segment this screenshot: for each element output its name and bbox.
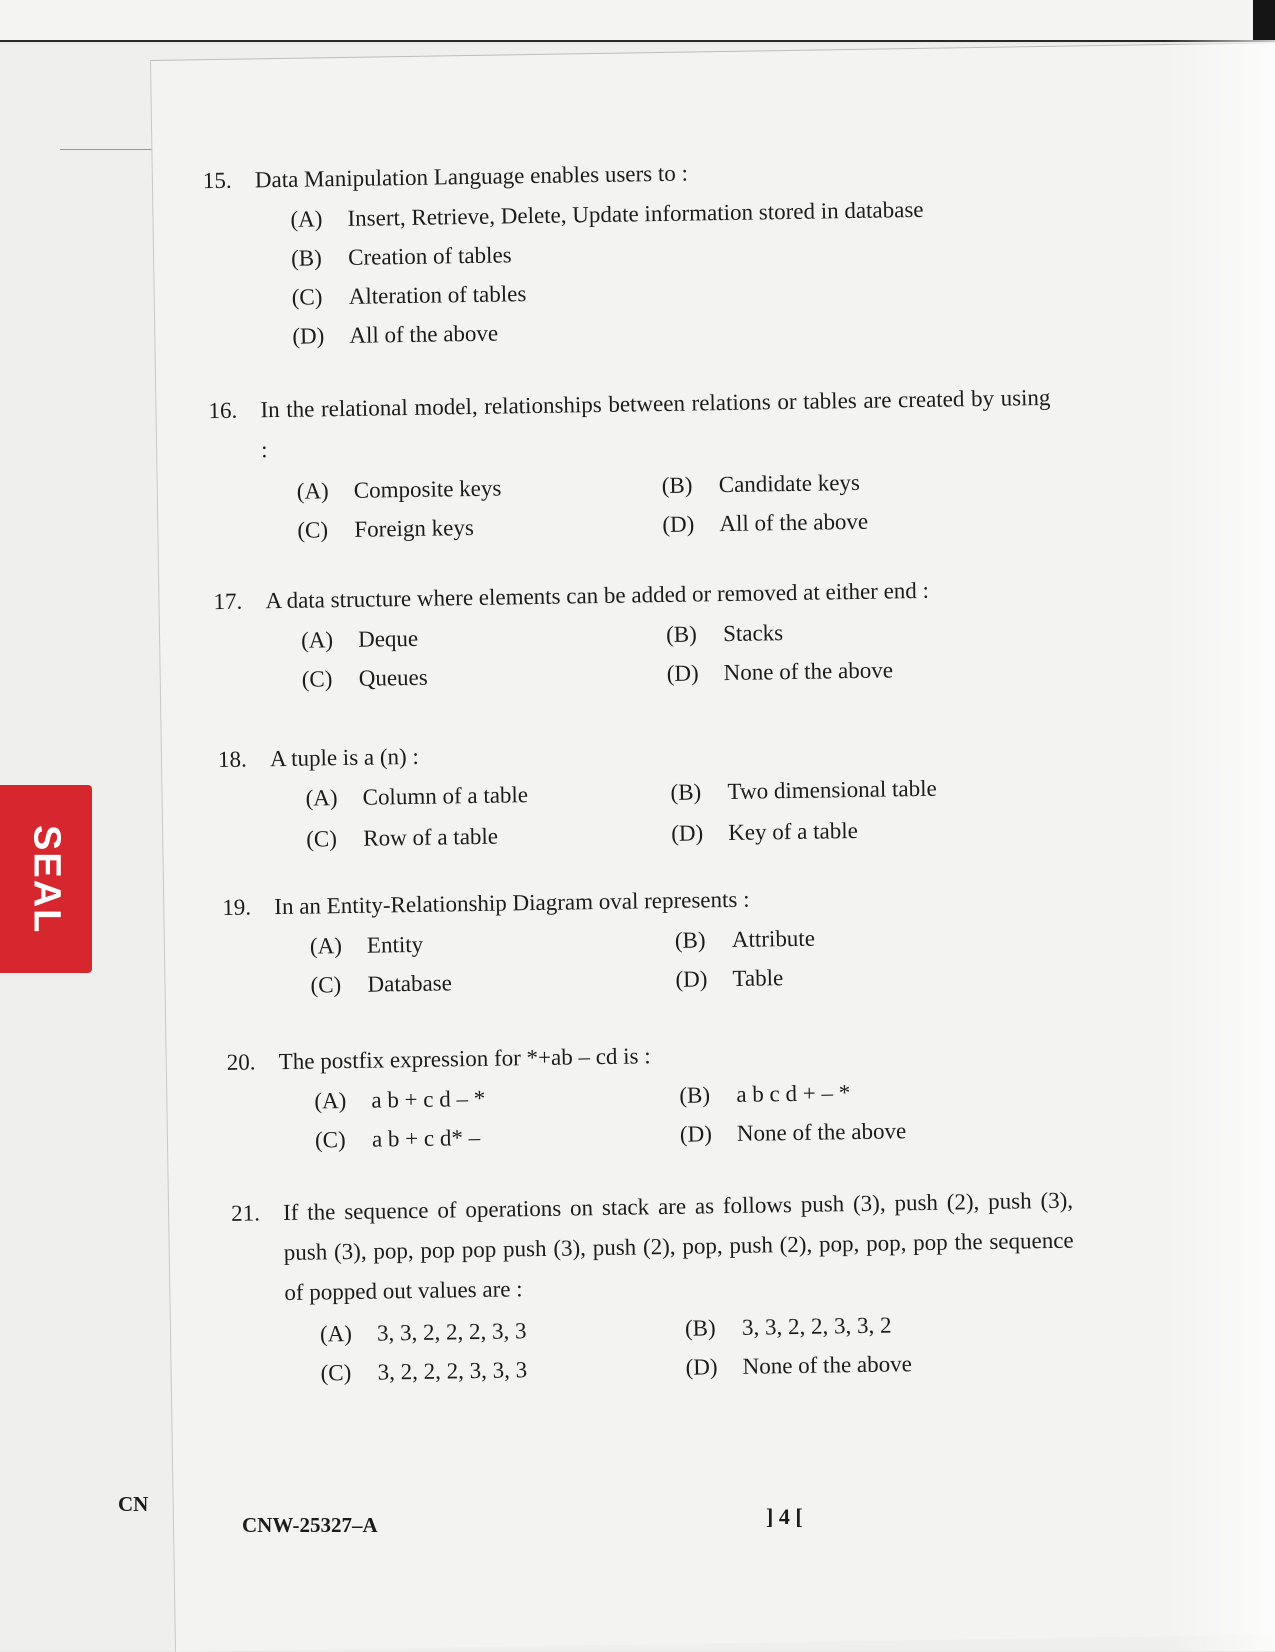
option-d: (D) Table xyxy=(675,965,784,992)
option-a: (A) Deque xyxy=(300,625,419,653)
question-text: The postfix expression for *+ab – cd is : xyxy=(278,1043,651,1075)
question-number: 17. xyxy=(213,588,243,615)
option-d: (D) Key of a table xyxy=(671,817,859,846)
option-b: (B) Creation of tables xyxy=(290,242,512,271)
paper-code: CNW-25327–A xyxy=(242,1513,378,1537)
option-a: (A) Column of a table xyxy=(305,782,529,811)
option-c: (C) Alteration of tables xyxy=(291,281,527,310)
question-text: In an Entity-Relationship Diagram oval represents : xyxy=(274,886,750,920)
question-text: A tuple is a (n) : xyxy=(269,743,420,772)
option-c: (C) Foreign keys xyxy=(297,514,475,543)
top-edge xyxy=(0,0,1275,42)
option-d: (D) None of the above xyxy=(679,1118,907,1147)
option-c: (C) a b + c d* – xyxy=(314,1124,481,1153)
back-sheet-line xyxy=(60,149,155,150)
question-number: 15. xyxy=(202,167,232,194)
page-shadow xyxy=(1165,40,1275,1651)
option-d: (D) All of the above xyxy=(292,320,499,349)
question-number: 20. xyxy=(226,1049,256,1075)
option-a: (A) 3, 3, 2, 2, 2, 3, 3 xyxy=(319,1318,527,1347)
question-text: If the sequence of operations on stack are as follows push (3), push (2), push (3), push (3), pop, pop pop push (3), push (2), pop, push (2), pop, pop, pop the sequence of popped out values are : xyxy=(282,1187,1074,1306)
question-page xyxy=(150,42,1275,1651)
page-number: ] 4 [ xyxy=(766,1504,803,1529)
question-number: 19. xyxy=(222,894,252,920)
option-b: (B) Stacks xyxy=(665,620,784,647)
option-b: (B) Attribute xyxy=(674,925,816,953)
option-b: (B) a b c d + – * xyxy=(679,1080,851,1108)
option-d: (D) None of the above xyxy=(685,1351,913,1380)
question-text: In the relational model, relationships between relations or tables are created by using : xyxy=(260,384,1051,463)
option-c: (C) Database xyxy=(310,970,453,998)
question-text: Data Manipulation Language enables users to : xyxy=(254,160,689,193)
question-text: A data structure where elements can be added or removed at either end : xyxy=(265,577,930,614)
seal-text: SEAL xyxy=(25,825,68,935)
question-number: 16. xyxy=(208,397,238,424)
top-edge-dark-corner xyxy=(1253,0,1275,40)
option-b: (B) Two dimensional table xyxy=(670,775,937,805)
option-a: (A) Entity xyxy=(309,931,424,959)
question-number: 18. xyxy=(217,746,247,773)
option-a: (A) Insert, Retrieve, Delete, Update information stored in database xyxy=(290,196,924,232)
option-c: (C) Row of a table xyxy=(306,823,499,852)
seal-sticker xyxy=(0,785,92,973)
option-b: (B) Candidate keys xyxy=(661,469,861,499)
option-d: (D) All of the above xyxy=(662,508,869,538)
option-a: (A) Composite keys xyxy=(296,475,502,504)
option-c: (C) 3, 2, 2, 2, 3, 3, 3 xyxy=(320,1357,528,1386)
option-a: (A) a b + c d – * xyxy=(314,1085,486,1114)
option-c: (C) Queues xyxy=(301,664,428,692)
option-b: (B) 3, 3, 2, 2, 3, 3, 2 xyxy=(684,1312,892,1341)
option-d: (D) None of the above xyxy=(666,657,894,686)
margin-mark: CN xyxy=(118,1492,149,1516)
question-number: 21. xyxy=(230,1200,261,1226)
